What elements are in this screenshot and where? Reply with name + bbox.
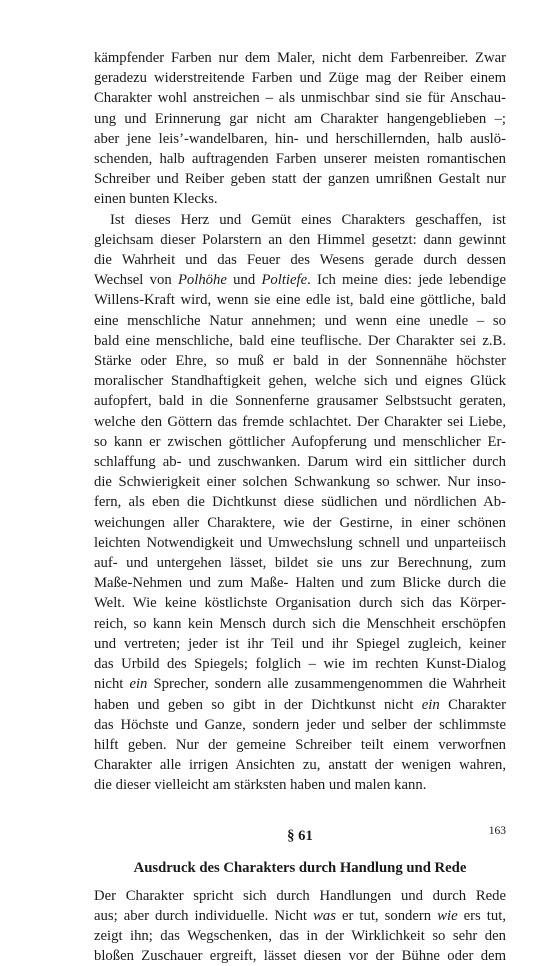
text-segment: Charakter alle irrigen Ansichten zu, anstatt der wenigen wahren, (94, 757, 506, 774)
text-segment: eine menschliche Natur annehmen; und wenn eine unedle – so (94, 312, 506, 329)
text-line (94, 926, 506, 946)
text-line (94, 472, 506, 492)
text-segment: Charakter (439, 696, 506, 713)
text-line (94, 230, 506, 250)
text-segment: so kann er zwischen göttlicher Aufopferung und menschlicher Er- (94, 433, 506, 450)
text-segment: gleichsam dieser Polarstern an den Himmel gesetzt: dann gewinnt (94, 231, 506, 248)
text-line (94, 351, 506, 371)
text-segment: schlaffung ab- und zuschwanken. Darum wird ein sittlicher durch (94, 454, 506, 471)
text-segment: moralischer Standhaftigkeit gehen, welche sich und eignes Glück (94, 373, 506, 390)
text-segment: aus; aber durch individuelle. Nicht (94, 907, 314, 924)
text-segment: die dieser vielleicht am stärksten haben und malen kann. (94, 777, 427, 794)
text-segment: hilft geben. Nur der gemeine Schreiber teilt einem verworfnen (94, 736, 506, 753)
text-segment: Maße-Nehmen und zum Maße- Halten und zum Blicke durch die (94, 575, 506, 592)
text-line: einen bunten Klecks. (94, 191, 218, 208)
text-line: geradezu widerstreitende Farben und Züge mag der Reiber einem (94, 70, 506, 87)
text-line (94, 553, 506, 573)
text-segment: Stärke oder Ehre, so muß er bald in der Sonnennähe höchster (94, 353, 506, 370)
text-line: ung und Erinnerung gar nicht am Charakter hangengeblieben –; (94, 110, 506, 127)
text-segment: Sprecher, sondern alle zusammengenommen die Wahrheit (147, 676, 506, 693)
page-number: 163 (488, 825, 506, 837)
text-line: aber jene leis’-wandelbaren, hin- und herschillernden, halb auslö- (94, 130, 506, 147)
text-line (94, 593, 506, 613)
text-line (94, 371, 506, 391)
text-line (94, 432, 506, 452)
text-line (94, 311, 506, 331)
text-line (94, 210, 506, 230)
text-line (94, 533, 506, 553)
text-segment: leichten Notwendigkeit und Umwechslung schnell und unparteiisch (94, 534, 506, 551)
text-line (94, 695, 506, 715)
text-segment: er tut, sondern (335, 907, 438, 924)
text-line (94, 270, 506, 290)
text-line (94, 573, 506, 593)
text-segment: reich, so kann kein Mensch durch sich die Menschheit erschöpfen (94, 615, 506, 632)
paragraph-2 (94, 210, 506, 796)
text-line (94, 946, 506, 966)
text-segment: und (226, 272, 262, 289)
italic-term: ein (129, 676, 148, 693)
text-line (94, 250, 506, 270)
text-line (94, 735, 506, 755)
text-segment: Der Charakter spricht sich durch Handlungen und durch Rede (94, 887, 506, 904)
text-segment: die Schwierigkeit einer solchen Schwankung so schwer. Nur inso- (94, 474, 506, 491)
italic-term: wie (437, 907, 458, 924)
text-line (94, 674, 506, 694)
text-line (94, 290, 506, 310)
italic-term: ein (421, 696, 440, 713)
text-segment: bald eine menschliche, bald eine teuflische. Der Charakter sei z.B. (94, 332, 506, 349)
text-line (94, 654, 506, 674)
text-line: Charakter wohl anstreichen – als unmischbar sind sie für Anschau- (94, 90, 506, 107)
text-line (94, 614, 506, 634)
text-segment: Welt. Wie keine köstlichste Organisation durch sich das Körper- (94, 595, 506, 612)
text-segment: und vertreten; jeder ist ihr Teil und ihr Spiegel zugleich, keiner (94, 635, 506, 652)
text-segment: zeigt ihn; das Wegschenken, das in der Wirklichkeit so sehr den (94, 927, 506, 944)
text-line (94, 492, 506, 512)
section-title: Ausdruck des Charakters durch Handlung und Rede (133, 859, 467, 876)
text-segment: Ist dieses Herz und Gemüt eines Charakters geschaffen, ist (110, 211, 506, 228)
text-line (94, 452, 506, 472)
section-number: § 61 (287, 827, 313, 844)
text-line: schenden, halb auftragenden Farben unserer meisten romantischen (94, 151, 506, 168)
paragraph-3 (94, 886, 506, 966)
text-segment: fern, als eben die Dichtkunst diese südlichen und nördlichen Ab- (94, 494, 506, 511)
text-line (94, 906, 506, 926)
text-segment: Willens-Kraft wird, wenn sie eine edle ist, bald eine göttliche, bald (94, 292, 506, 309)
italic-term: Polhöhe (177, 272, 227, 289)
paragraph-1 (94, 48, 506, 210)
text-segment: die Wahrheit und das Feuer des Wesens gerade durch dessen (94, 252, 506, 269)
text-segment: welche den Göttern das fremde schlachtet. Der Charakter sei Liebe, (94, 413, 506, 430)
text-segment: das Urbild des Spiegels; folglich – wie im rechten Kunst-Dialog (94, 656, 506, 673)
italic-term: Poltiefe (261, 272, 308, 289)
text-segment: . Ich meine dies: jede lebendige (307, 272, 507, 289)
text-line: Schreiber und Reiber geben statt der ganzen umrißnen Gestalt nur (94, 171, 506, 188)
text-segment: haben und geben so gibt in der Dichtkunst nicht (94, 696, 422, 713)
text-line (94, 391, 506, 411)
text-line: kämpfender Farben nur dem Maler, nicht dem Farbenreiber. Zwar (94, 50, 506, 66)
italic-term: was (313, 907, 336, 924)
text-line (94, 715, 506, 735)
text-line (94, 331, 506, 351)
text-line (94, 775, 506, 795)
text-segment: Wechsel von (94, 272, 178, 289)
text-line (94, 634, 506, 654)
page-body (94, 48, 506, 966)
text-line (94, 886, 506, 906)
text-line (94, 755, 506, 775)
text-segment: nicht (94, 676, 130, 693)
text-segment: auf- und untergehen lässet, bildet sie uns zur Berechnung, zum (94, 555, 506, 572)
text-segment: das Höchste und Ganze, sondern jeder und selber der schlimmste (94, 716, 506, 733)
text-line (94, 412, 506, 432)
text-segment: aufopfert, bald in die Sonnenferne grausamer Selbstsucht geraten, (94, 393, 506, 410)
text-segment: bloßen Zuschauer ergreift, lässet diesen vor der Bühne oder dem (94, 948, 506, 965)
text-line (94, 513, 506, 533)
text-segment: weichungen aller Charaktere, wie der Gestirne, in einer schönen (94, 514, 506, 531)
text-segment: ers tut, (457, 907, 506, 924)
